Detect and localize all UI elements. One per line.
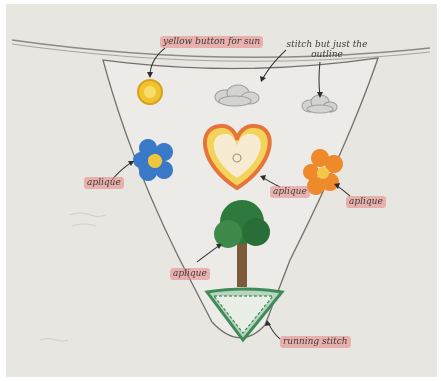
annotation-sun: yellow button for sun [160, 36, 263, 48]
annotation-flower-left: aplique [84, 177, 124, 189]
annotation-heart: aplique [270, 186, 310, 198]
annotation-clouds: stitch but just the outline [286, 40, 368, 60]
annotation-tree: aplique [170, 268, 210, 280]
annotation-flower-right: aplique [346, 196, 386, 208]
faint-pencil-marks [40, 213, 106, 341]
sun-icon [138, 80, 162, 104]
annotation-triangle: running stitch [280, 336, 351, 348]
